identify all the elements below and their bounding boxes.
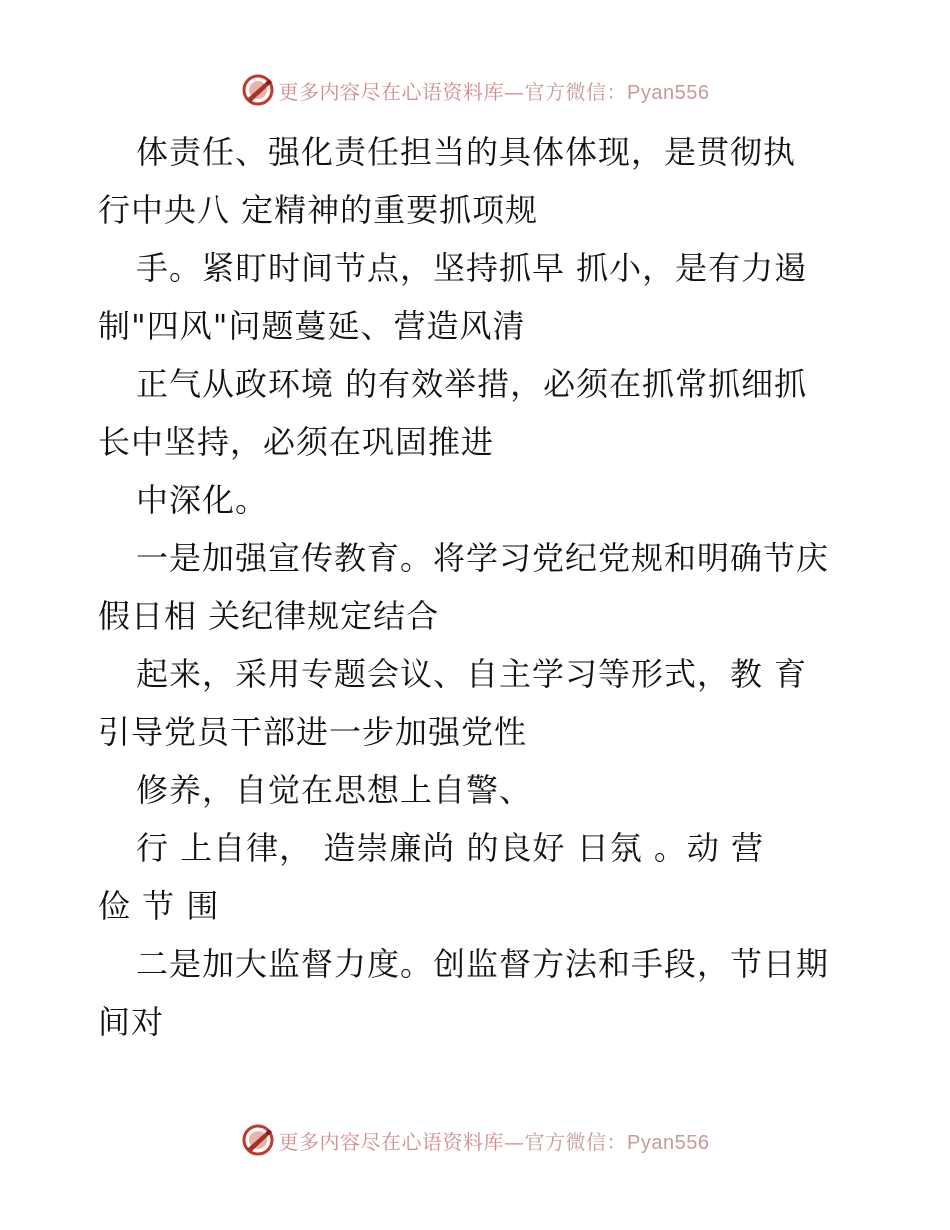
text-line: 起来，采用专题会议、自主学习等形式，教 育 — [136, 655, 808, 693]
text-line: 中深化。 — [136, 481, 269, 519]
text-line: 长中坚持，必须在巩固推进 — [98, 423, 495, 461]
header-watermark — [0, 70, 950, 110]
red-circle-pen-icon — [241, 1123, 275, 1157]
text-line: 正气从政环境 的有效举措，必须在抓常抓细抓 — [136, 365, 808, 403]
text-line: 手。紧盯时间节点，坚持抓早 抓小，是有力遏 — [136, 249, 808, 287]
watermark-wechat: 官方微信：Pyan556 — [524, 1131, 710, 1154]
text-line: 行 上自律， 造崇廉尚 的良好 日氛 。动 营 — [136, 829, 765, 867]
watermark-text: 更多内容尽在心语资料库— — [278, 1129, 525, 1154]
document-body — [98, 123, 858, 1051]
watermark-text: 更多内容尽在心语资料库— — [278, 79, 525, 104]
text-line: 二是加大监督力度。创监督方法和手段，节日期 — [136, 945, 830, 983]
text-line: 间对 — [98, 1003, 165, 1041]
watermark-wechat: 官方微信：Pyan556 — [524, 81, 710, 104]
text-line: 假日相 关纪律规定结合 — [98, 597, 440, 635]
text-line: 引导党员干部进一步加强党性 — [98, 713, 528, 751]
text-line: 一是加强宣传教育。将学习党纪党规和明确节庆 — [136, 539, 830, 577]
red-circle-pen-icon — [241, 73, 275, 107]
text-line: 俭 节 围 — [98, 887, 220, 925]
text-line: 制"四风"问题蔓延、营造风清 — [98, 307, 526, 345]
text-line: 修养，自觉在思想上自警、 — [136, 771, 533, 809]
footer-watermark — [0, 1120, 950, 1160]
text-line: 体责任、强化责任担当的具体体现，是贯彻执 — [136, 133, 797, 171]
text-line: 行中央八 定精神的重要抓项规 — [98, 191, 539, 229]
